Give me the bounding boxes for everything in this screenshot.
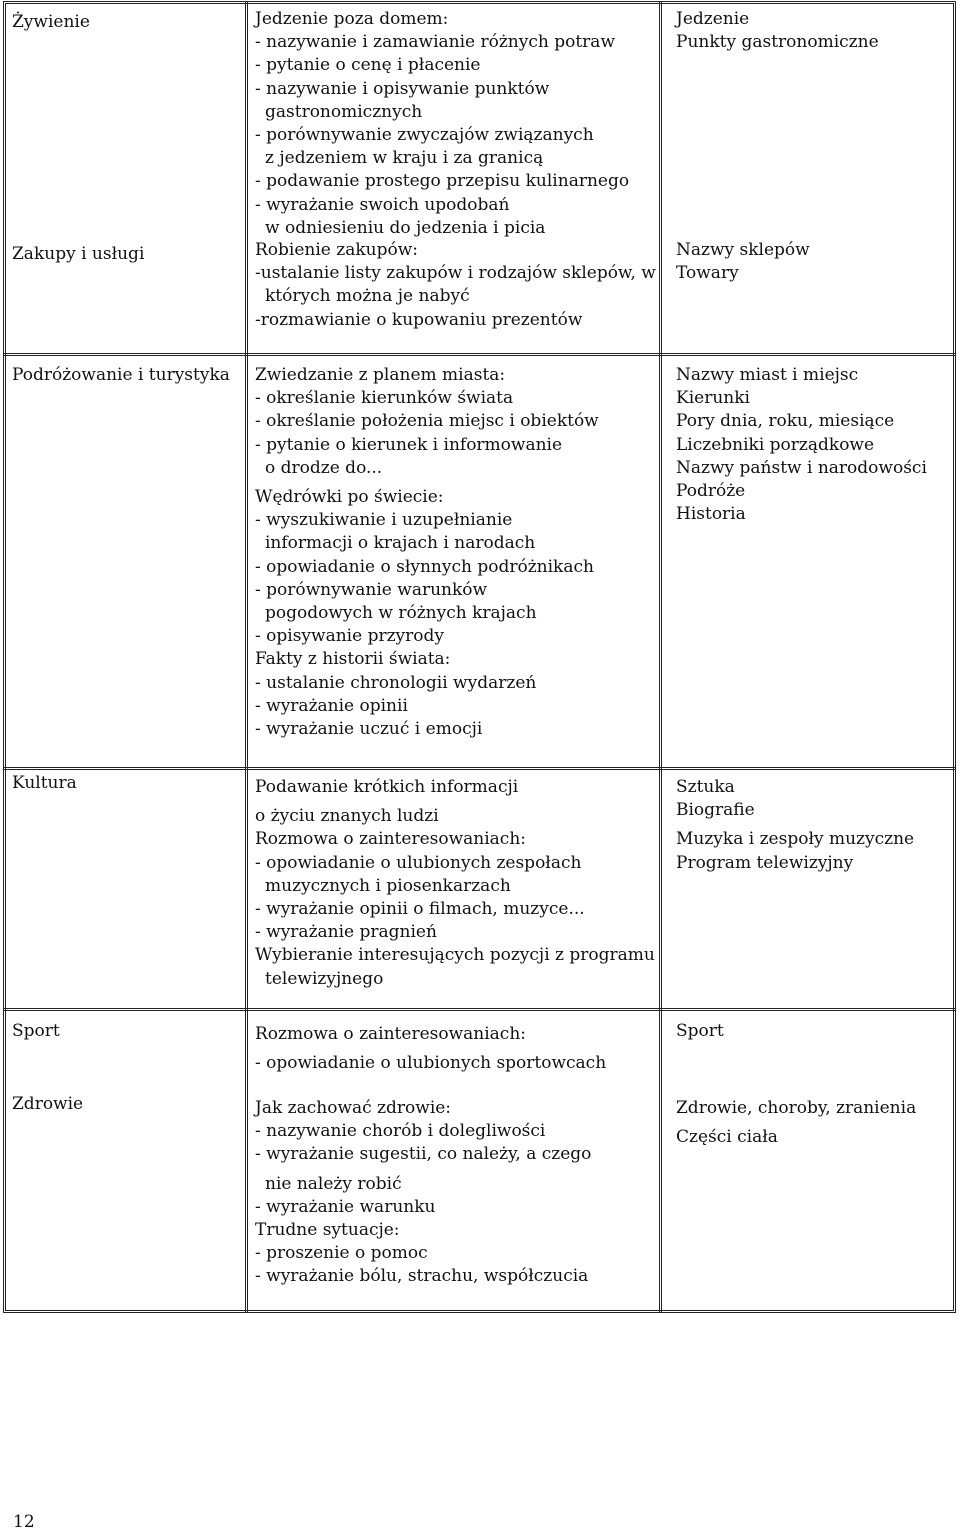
vocabulary-zywienie <box>676 8 879 54</box>
vocabulary-line: Program telewizyjny <box>676 852 854 873</box>
function-line: - określanie położenia miejsc i obiektów <box>255 411 599 432</box>
vocabulary-line: Części ciała <box>676 1127 778 1148</box>
function-line: - wyrażanie opinii <box>255 695 408 716</box>
category-label: Żywienie <box>12 12 90 32</box>
category-podrozowanie <box>12 364 230 387</box>
function-line: Jedzenie poza domem: <box>255 9 449 29</box>
column-divider-1 <box>245 1 248 1313</box>
vocabulary-zakupy <box>676 239 810 285</box>
function-line: - wyszukiwanie i uzupełnianie <box>255 510 513 531</box>
function-line: pogodowych w różnych krajach <box>265 603 537 624</box>
category-label: Zdrowie <box>12 1094 84 1114</box>
function-line: informacji o krajach i narodach <box>265 533 536 554</box>
function-line: nie należy robić <box>265 1173 402 1194</box>
category-label: Podróżowanie i turystyka <box>12 365 230 385</box>
category-kultura <box>12 772 77 795</box>
function-line: - opowiadanie o ulubionych sportowcach <box>255 1053 607 1074</box>
function-line: Fakty z historii świata: <box>255 649 451 670</box>
function-line: - nazywanie i zamawianie różnych potraw <box>255 32 615 53</box>
function-line: o drodze do... <box>265 457 383 478</box>
vocabulary-line: Punkty gastronomiczne <box>676 32 879 53</box>
function-line: Trudne sytuacje: <box>255 1220 400 1241</box>
category-zakupy <box>12 243 144 266</box>
function-line: - opowiadanie o ulubionych zespołach <box>255 852 582 873</box>
vocabulary-line: Nazwy państw i narodowości <box>676 457 927 478</box>
functions-zywienie <box>255 8 629 240</box>
vocabulary-line: Nazwy sklepów <box>676 240 810 260</box>
function-line: -ustalanie listy zakupów i rodzajów sklepów, w <box>255 263 656 284</box>
functions-kultura <box>255 776 655 991</box>
function-line: z jedzeniem w kraju i za granicą <box>265 148 544 169</box>
functions-zdrowie <box>255 1097 591 1289</box>
row-divider-3 <box>3 1008 956 1011</box>
function-line: Rozmowa o zainteresowaniach: <box>255 1024 526 1044</box>
vocabulary-line: Historia <box>676 504 746 525</box>
vocabulary-line: Pory dnia, roku, miesiące <box>676 411 895 432</box>
function-line: Zwiedzanie z planem miasta: <box>255 365 506 385</box>
function-line: o życiu znanych ludzi <box>255 806 439 827</box>
vocabulary-line: Podróże <box>676 481 746 502</box>
vocabulary-line: Jedzenie <box>676 9 750 29</box>
function-line: - określanie kierunków świata <box>255 388 514 409</box>
vocabulary-line: Towary <box>676 263 739 284</box>
vocabulary-line: Biografie <box>676 800 755 821</box>
page-number: 12 <box>13 1512 35 1532</box>
functions-sport <box>255 1023 606 1075</box>
function-line: - nazywanie i opisywanie punktów <box>255 78 550 99</box>
vocabulary-line: Kierunki <box>676 388 750 409</box>
function-line: - proszenie o pomoc <box>255 1243 428 1264</box>
function-line: - opisywanie przyrody <box>255 626 444 647</box>
function-line: - porównywanie zwyczajów związanych <box>255 125 594 146</box>
functions-zakupy <box>255 239 656 332</box>
function-line: Wędrówki po świecie: <box>255 487 444 508</box>
vocabulary-line: Liczebniki porządkowe <box>676 434 875 455</box>
vocabulary-zdrowie <box>676 1097 916 1149</box>
function-line: w odniesieniu do jedzenia i picia <box>265 217 546 238</box>
function-line: - wyrażanie uczuć i emocji <box>255 719 483 740</box>
function-line: telewizyjnego <box>265 968 384 989</box>
function-line: - porównywanie warunków <box>255 579 488 600</box>
function-line: - pytanie o cenę i płacenie <box>255 55 481 76</box>
vocabulary-line: Sztuka <box>676 777 735 797</box>
function-line: - wyrażanie pragnień <box>255 922 437 943</box>
category-zywienie <box>12 11 90 34</box>
function-line: - wyrażanie warunku <box>255 1196 436 1217</box>
category-label: Sport <box>12 1021 60 1041</box>
row-divider-2 <box>3 767 956 770</box>
function-line: - nazywanie chorób i dolegliwości <box>255 1121 546 1142</box>
function-line: - pytanie o kierunek i informowanie <box>255 434 563 455</box>
function-line: - wyrażanie sugestii, co należy, a czego <box>255 1144 592 1165</box>
function-line: muzycznych i piosenkarzach <box>265 875 511 896</box>
function-line: Podawanie krótkich informacji <box>255 777 519 797</box>
function-line: - wyrażanie bólu, strachu, współczucia <box>255 1266 589 1287</box>
vocabulary-line: Muzyka i zespoły muzyczne <box>676 829 915 850</box>
column-divider-2 <box>659 1 662 1313</box>
function-line: - wyrażanie opinii o filmach, muzyce... <box>255 899 585 920</box>
vocabulary-line: Sport <box>676 1021 724 1041</box>
function-line: Wybieranie interesujących pozycji z programu <box>255 945 655 966</box>
function-line: których można je nabyć <box>265 286 470 307</box>
vocabulary-podrozowanie <box>676 364 927 526</box>
function-line: Jak zachować zdrowie: <box>255 1098 452 1118</box>
function-line: Robienie zakupów: <box>255 240 419 260</box>
function-line: - ustalanie chronologii wydarzeń <box>255 672 537 693</box>
category-label: Kultura <box>12 773 77 793</box>
function-line: - wyrażanie swoich upodobań <box>255 194 510 215</box>
row-divider-1 <box>3 353 956 356</box>
function-line: Rozmowa o zainteresowaniach: <box>255 829 526 850</box>
vocabulary-line: Zdrowie, choroby, zranienia <box>676 1098 917 1118</box>
function-line: - podawanie prostego przepisu kulinarnego <box>255 171 630 192</box>
category-label: Zakupy i usługi <box>12 244 145 264</box>
vocabulary-sport <box>676 1020 724 1043</box>
category-zdrowie <box>12 1093 83 1116</box>
function-line: - opowiadanie o słynnych podróżnikach <box>255 556 594 577</box>
function-line: -rozmawianie o kupowaniu prezentów <box>255 309 583 330</box>
vocabulary-line: Nazwy miast i miejsc <box>676 365 859 385</box>
function-line: gastronomicznych <box>265 101 423 122</box>
functions-podrozowanie <box>255 364 599 741</box>
category-sport <box>12 1020 60 1043</box>
vocabulary-kultura <box>676 776 914 875</box>
